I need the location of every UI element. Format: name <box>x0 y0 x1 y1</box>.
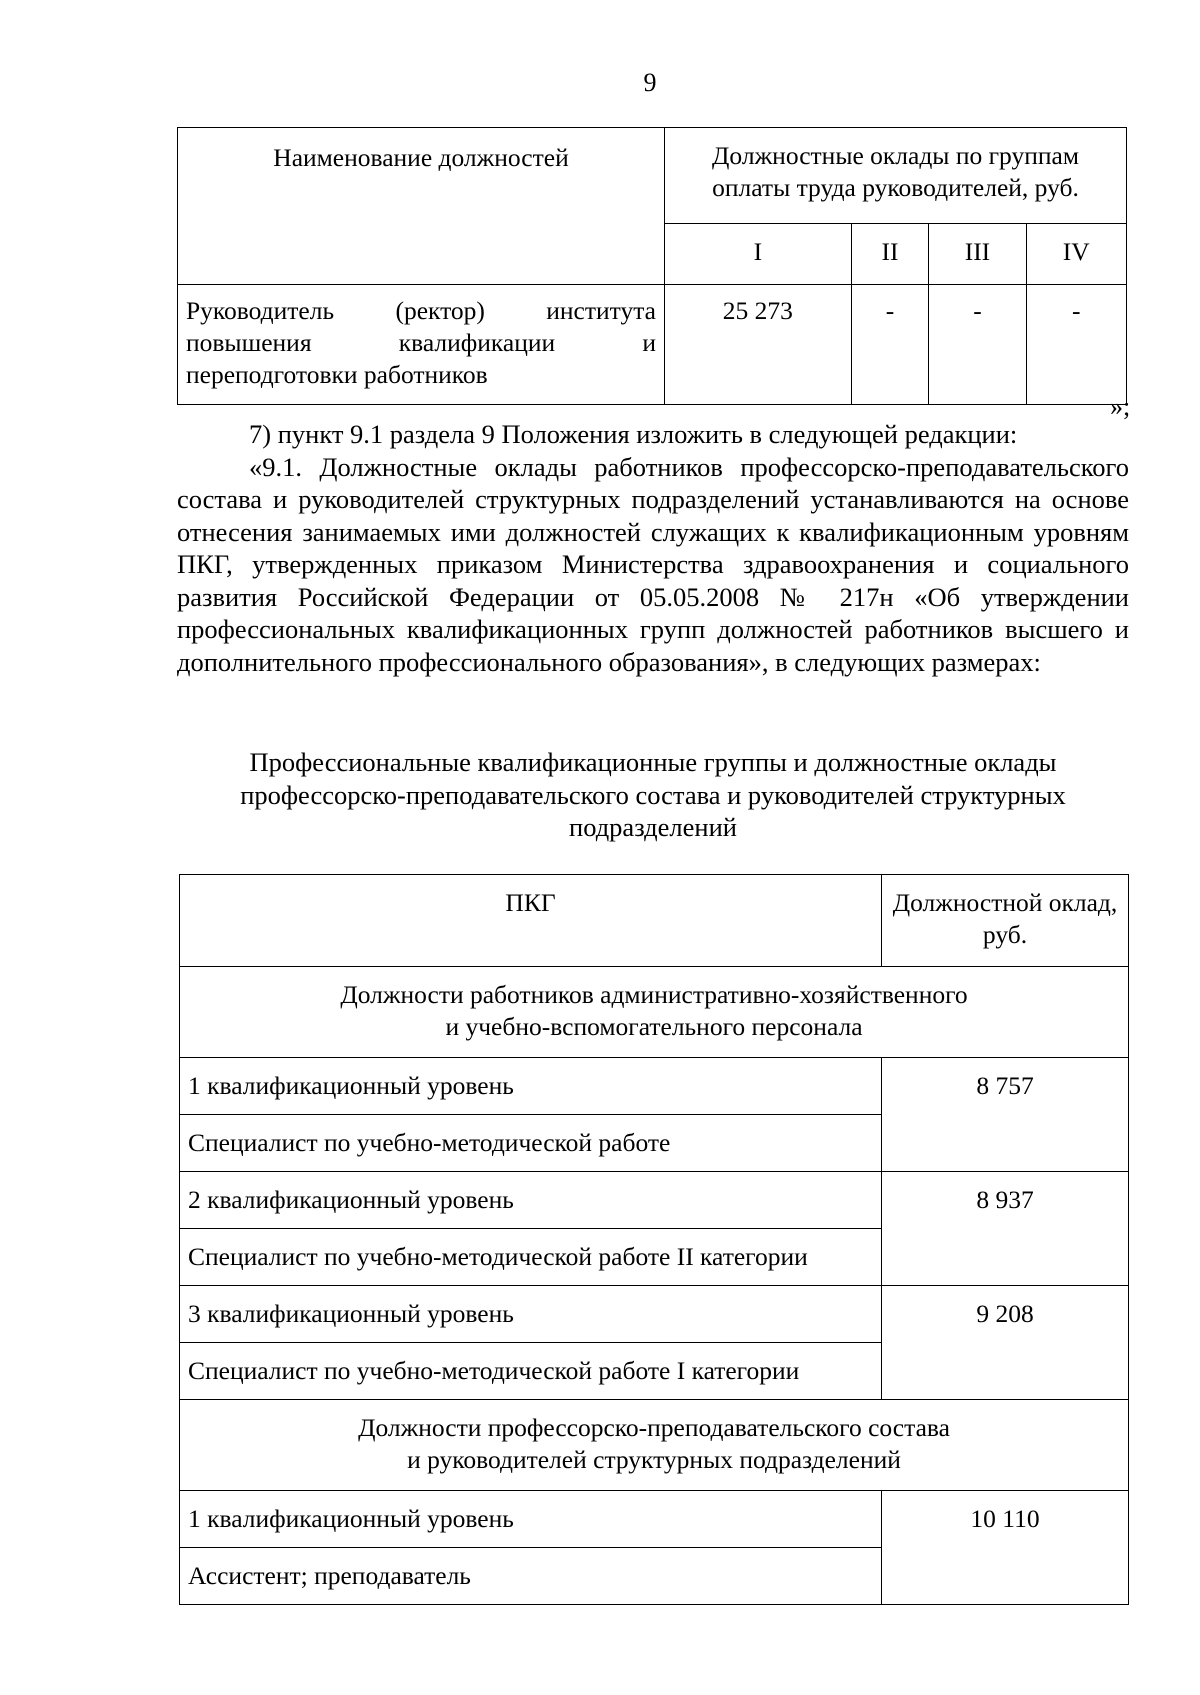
salary-value: - <box>851 285 929 405</box>
position-name: Специалист по учебно-методической работе <box>180 1115 882 1172</box>
section-title-line: и руководителей структурных подразделений <box>407 1444 901 1474</box>
position-name: Специалист по учебно-методической работе I категории <box>180 1343 882 1400</box>
section-title <box>180 1400 1129 1491</box>
group-label: II <box>851 223 929 284</box>
section-title <box>180 967 1129 1058</box>
header-pkg: ПКГ <box>180 875 882 967</box>
qualification-level: 1 квалификационный уровень <box>180 1491 882 1548</box>
qualification-level: 1 квалификационный уровень <box>180 1058 882 1115</box>
amendment-text <box>177 418 1129 678</box>
header-salary: Должностной оклад, руб. <box>882 875 1129 967</box>
salary-value: 9 208 <box>882 1286 1129 1400</box>
salary-value: 25 273 <box>665 285 852 405</box>
position-name: Ассистент; преподаватель <box>180 1548 882 1605</box>
header-position-name: Наименование должностей <box>178 128 665 285</box>
amendment-item: 7) пункт 9.1 раздела 9 Положения изложить в следующей редакции: <box>249 419 1018 449</box>
table-row <box>180 1286 1129 1343</box>
table-row <box>178 285 1127 405</box>
group-label: III <box>929 223 1026 284</box>
section-title-line: Должности профессорско-преподавательского состава <box>358 1413 950 1442</box>
table-row <box>180 1491 1129 1548</box>
salary-value: - <box>929 285 1026 405</box>
salary-value: 10 110 <box>882 1491 1129 1605</box>
position-name: Специалист по учебно-методической работе II категории <box>180 1229 882 1286</box>
qualification-level: 3 квалификационный уровень <box>180 1286 882 1343</box>
section-title-line: Должности работников административно-хозяйственного <box>340 980 968 1009</box>
closing-quote-mark: »; <box>1110 392 1131 421</box>
pkg-salary-table <box>179 874 1129 1605</box>
group-label: I <box>665 223 852 284</box>
section-title-line: и учебно-вспомогательного персонала <box>445 1011 863 1041</box>
salary-table-heads <box>177 127 1127 405</box>
amendment-body: «9.1. Должностные оклады работников профессорско-преподавательского состава и руководителей структурных подразделений устанавливаются на основе отнесения занимаемых ими должностей служащих к квалификационным уровням ПКГ, утвержденных приказом Министерства здравоохранения и социального развития Российской Федерации от 05.05.2008 № 217н «Об утверждении профессиональных квалификационных групп должностей работников высшего и дополнительного профессионального образования», в следующих размерах: <box>177 451 1129 677</box>
qualification-level: 2 квалификационный уровень <box>180 1172 882 1229</box>
position-name: Руководитель (ректор) института повышения квалификации и переподготовки работников <box>178 285 665 405</box>
salary-value: - <box>1026 285 1126 405</box>
table-caption: Профессиональные квалификационные группы и должностные оклады профессорско-преподавательского состава и руководителей структурных подразделений <box>240 747 1066 842</box>
salary-value: 8 937 <box>882 1172 1129 1286</box>
table-row <box>180 1058 1129 1115</box>
salary-value: 8 757 <box>882 1058 1129 1172</box>
group-label: IV <box>1026 223 1126 284</box>
page-number: 9 <box>643 68 657 97</box>
header-salary-groups: Должностные оклады по группам оплаты труда руководителей, руб. <box>665 128 1127 224</box>
table-row <box>180 1172 1129 1229</box>
